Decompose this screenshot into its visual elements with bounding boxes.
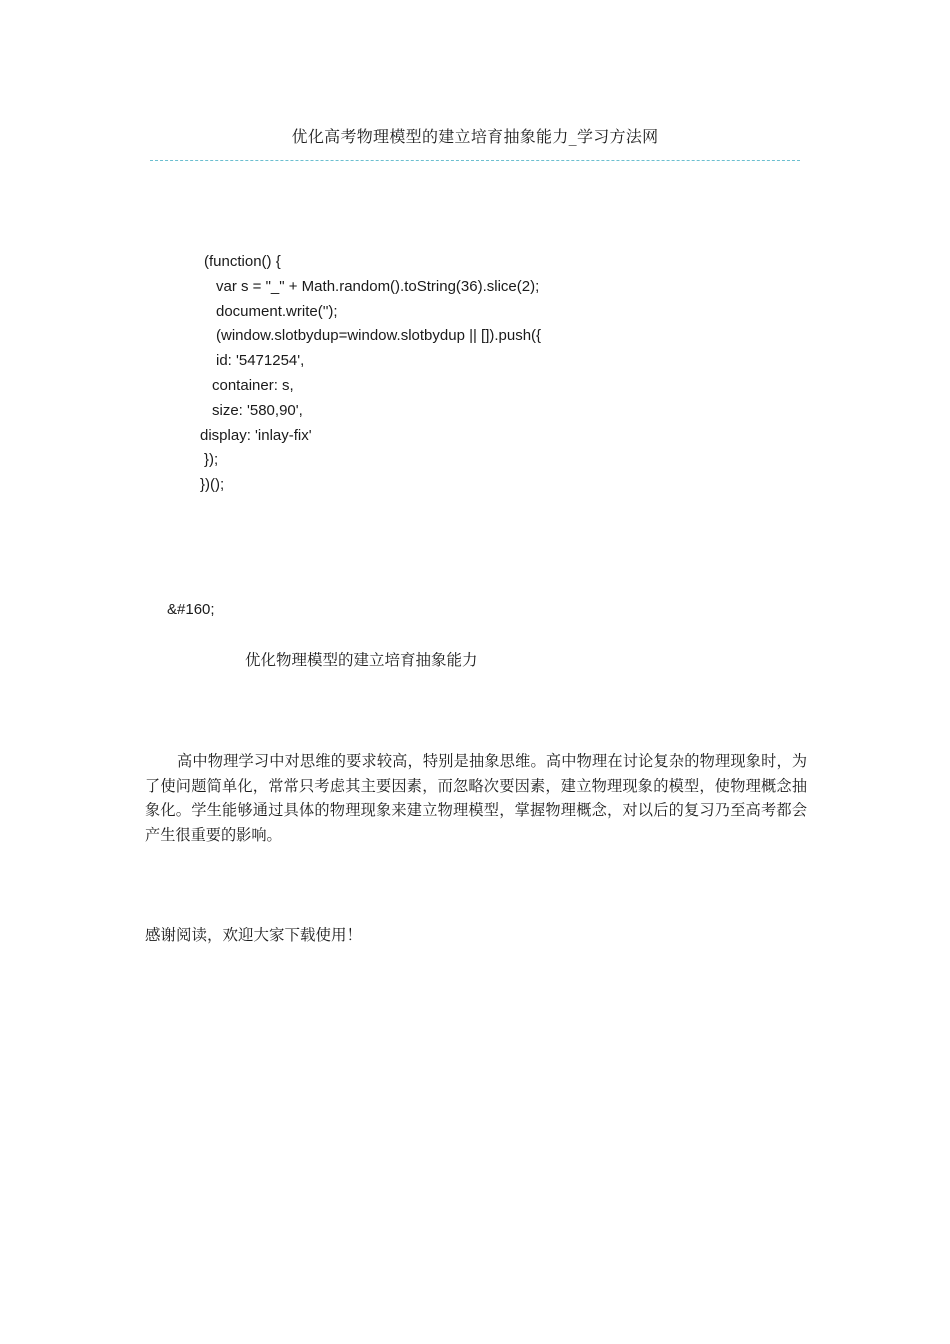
header-divider [150, 160, 800, 161]
thanks-note: 感谢阅读，欢迎大家下载使用！ [145, 926, 363, 944]
article-paragraph: 高中物理学习中对思维的要求较高，特别是抽象思维。高中物理在讨论复杂的物理现象时，为了使问题简单化，常常只考虑其主要因素，而忽略次要因素，建立物理现象的模型，使物理概念抽象化。学生能够通过具体的物理现象来建立物理模型，掌握物理概念，对以后的复习乃至高考都会产生很重要的影响。 [145, 752, 807, 844]
code-line: id: '5471254', [216, 352, 305, 370]
code-line: }); [204, 451, 219, 469]
code-snippet [0, 250, 700, 498]
code-line: (window.slotbydup=window.slotbydup || []).push({ [216, 327, 542, 345]
code-line: size: '580,90', [212, 401, 303, 419]
code-line: document.write(''); [216, 302, 338, 320]
code-line: var s = "_" + Math.random().toString(36).slice(2); [216, 277, 540, 295]
code-line: })(); [200, 476, 225, 494]
code-line: container: s, [212, 376, 294, 394]
code-line: display: 'inlay-fix' [200, 426, 312, 444]
code-line: (function() { [204, 253, 281, 270]
html-entity-text: &#160; [167, 601, 215, 618]
page-title: 优化高考物理模型的建立培育抽象能力_学习方法网 [291, 127, 659, 146]
article-heading: 优化物理模型的建立培育抽象能力 [245, 651, 478, 669]
